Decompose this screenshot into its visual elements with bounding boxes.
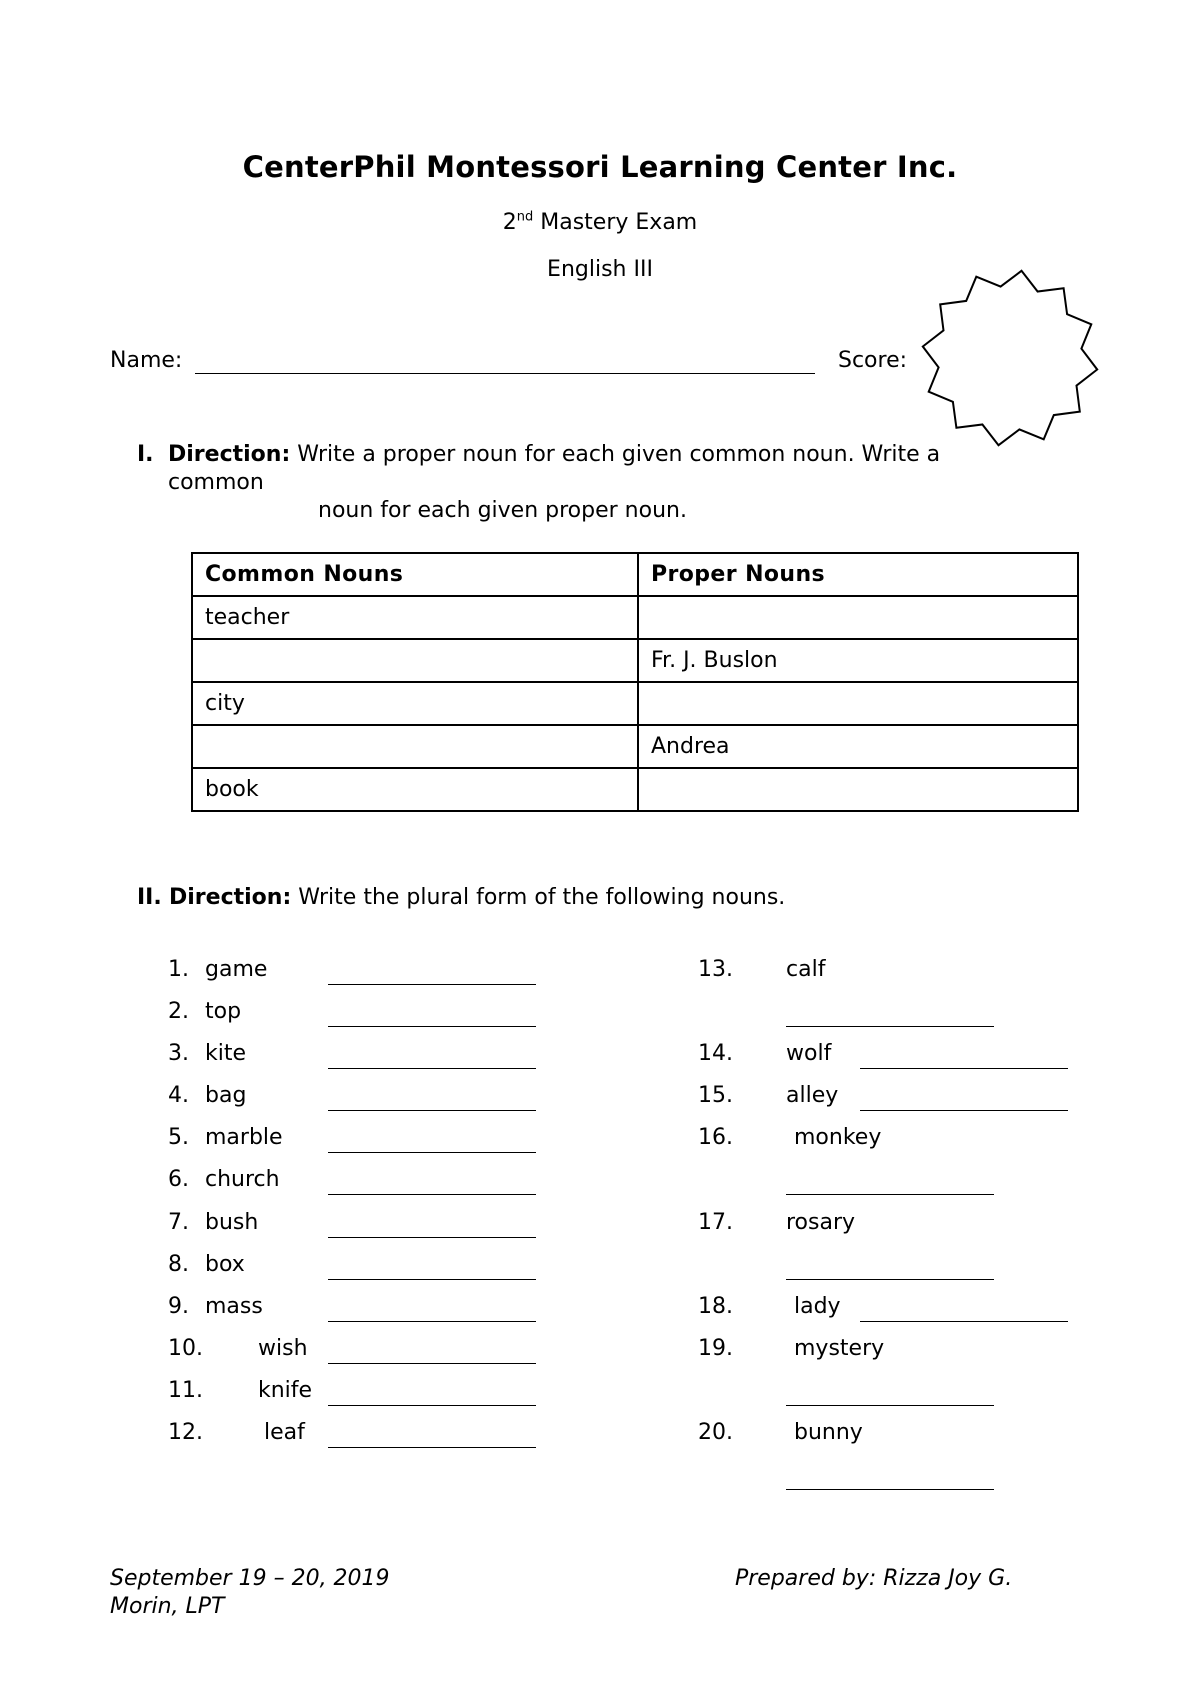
item-word: lady [794,1294,841,1319]
item-number: 19. [698,1336,733,1361]
item-word: mystery [794,1336,885,1361]
answer-blank[interactable] [328,1321,536,1322]
table-row [192,596,1078,639]
answer-blank[interactable] [860,1321,1068,1322]
item-number: 6. [168,1167,189,1192]
item-word: alley [786,1083,839,1108]
answer-blank[interactable] [860,1110,1068,1111]
answer-blank[interactable] [328,1026,536,1027]
proper-noun-cell[interactable] [638,768,1078,811]
proper-noun-cell[interactable] [638,596,1078,639]
item-number: 16. [698,1125,733,1150]
part1-direction-label: Direction: [168,442,291,467]
item-word: wish [258,1336,308,1361]
item-word: rosary [786,1210,856,1235]
item-word: mass [205,1294,263,1319]
name-field[interactable] [195,373,815,374]
nouns-table [191,552,1079,812]
part2-direction-text: Write the plural form of the following nouns. [291,885,786,910]
exam-ordinal-suffix: nd [516,209,534,225]
part2-number: II. [137,885,162,910]
part1-number: I. [137,442,154,467]
answer-blank[interactable] [328,1405,536,1406]
table-row [192,768,1078,811]
item-number: 11. [168,1378,203,1403]
part2-direction-label: Direction: [169,885,292,910]
part1-direction-cont: noun for each given proper noun. [318,498,687,523]
table-row [192,725,1078,768]
answer-blank[interactable] [328,1447,536,1448]
item-number: 17. [698,1210,733,1235]
item-word: game [205,957,268,982]
common-noun-cell[interactable] [192,639,638,682]
item-number: 14. [698,1041,733,1066]
item-number: 7. [168,1210,189,1235]
answer-blank[interactable] [328,1237,536,1238]
item-word: box [205,1252,245,1277]
table-row [192,682,1078,725]
item-number: 20. [698,1420,733,1445]
item-word: bush [205,1210,259,1235]
exam-ordinal: 2 [502,210,517,235]
answer-blank[interactable] [786,1405,994,1406]
item-number: 3. [168,1041,189,1066]
proper-noun-cell[interactable]: Andrea [638,725,1078,768]
answer-blank[interactable] [860,1068,1068,1069]
part1-direction-text: Write a proper noun for each given common noun. Write a common [168,442,941,495]
item-number: 1. [168,957,189,982]
item-number: 12. [168,1420,203,1445]
item-word: knife [258,1378,313,1403]
score-label: Score: [838,348,908,373]
item-number: 15. [698,1083,733,1108]
proper-nouns-header: Proper Nouns [638,553,1078,596]
prepared-by-cont: Morin, LPT [110,1594,225,1619]
common-noun-cell[interactable] [192,725,638,768]
item-word: marble [205,1125,283,1150]
common-nouns-header: Common Nouns [192,553,638,596]
answer-blank[interactable] [786,1194,994,1195]
item-word: leaf [264,1420,305,1445]
exam-date: September 19 – 20, 2019 [110,1566,390,1591]
answer-blank[interactable] [786,1489,994,1490]
exam-title-rest: Mastery Exam [533,210,698,235]
proper-noun-cell[interactable]: Fr. J. Buslon [638,639,1078,682]
item-word: calf [786,957,826,982]
common-noun-cell[interactable]: book [192,768,638,811]
answer-blank[interactable] [328,1152,536,1153]
item-word: bag [205,1083,247,1108]
answer-blank[interactable] [786,1279,994,1280]
answer-blank[interactable] [328,1194,536,1195]
item-word: top [205,999,242,1024]
item-number: 18. [698,1294,733,1319]
item-number: 4. [168,1083,189,1108]
item-number: 5. [168,1125,189,1150]
item-word: bunny [794,1420,863,1445]
table-row [192,639,1078,682]
answer-blank[interactable] [328,1363,536,1364]
answer-blank[interactable] [328,984,536,985]
proper-noun-cell[interactable] [638,682,1078,725]
item-number: 10. [168,1336,203,1361]
prepared-by: Prepared by: Rizza Joy G. [735,1566,1013,1591]
school-name: CenterPhil Montessori Learning Center Inc. [242,150,958,184]
item-word: monkey [794,1125,882,1150]
score-star-box [910,268,1110,448]
common-noun-cell[interactable]: teacher [192,596,638,639]
exam-title [0,210,1200,235]
item-number: 9. [168,1294,189,1319]
answer-blank[interactable] [328,1279,536,1280]
answer-blank[interactable] [328,1068,536,1069]
item-word: church [205,1167,280,1192]
answer-blank[interactable] [786,1026,994,1027]
item-number: 2. [168,999,189,1024]
table-header-row [192,553,1078,596]
item-word: wolf [786,1041,832,1066]
item-number: 13. [698,957,733,982]
answer-blank[interactable] [328,1110,536,1111]
item-word: kite [205,1041,247,1066]
subject-title: English III [547,257,653,282]
common-noun-cell[interactable]: city [192,682,638,725]
item-number: 8. [168,1252,189,1277]
name-label: Name: [110,348,183,373]
